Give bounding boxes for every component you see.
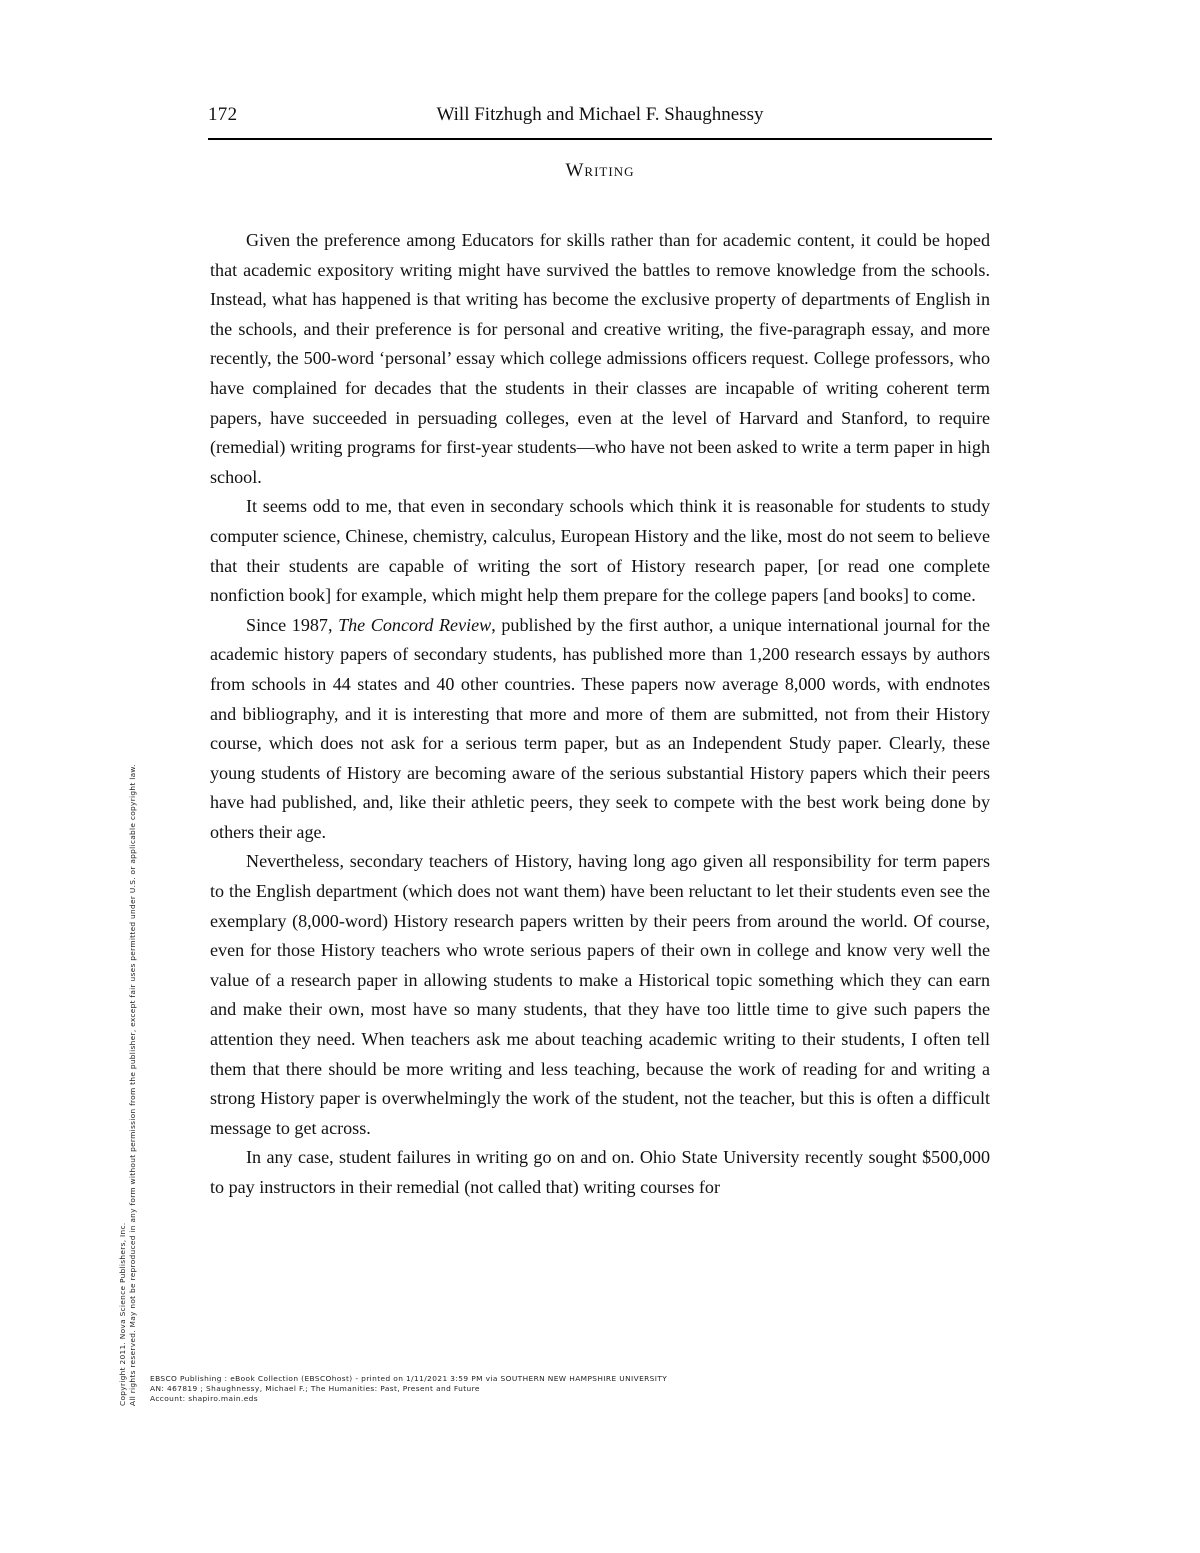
copyright-notice (118, 456, 138, 1406)
ebsco-footer (150, 1374, 870, 1404)
copyright-line-1: Copyright 2011. Nova Science Publishers, Inc. (118, 1222, 127, 1406)
page-header (208, 100, 992, 140)
paragraph-1: Given the preference among Educators for skills rather than for academic content, it could be hoped that academic expository writing might have survived the battles to remove knowledge from the schools. Instead, what has happened is that writing has become the exclusive property of departments of English in the schools, and their preference is for personal and creative writing, the five-paragraph essay, and more recently, the 500-word ‘personal’ essay which college admissions officers request. College professors, who have complained for decades that the students in their classes are incapable of writing coherent term papers, have succeeded in persuading colleges, even at the level of Harvard and Stanford, to require (remedial) writing programs for first-year students—who have not been asked to write a term paper in high school. (210, 230, 990, 487)
footer-line-3: Account: shapiro.main.eds (150, 1394, 259, 1403)
footer-line-1: EBSCO Publishing : eBook Collection (EBSCOhost) - printed on 1/11/2021 3:59 PM via SOUTHERN NEW HAMPSHIRE UNIVERSITY (150, 1374, 668, 1383)
body-text (210, 226, 990, 1203)
paragraph-3-rest: , published by the first author, a unique international journal for the academic history papers of secondary students, has published more than 1,200 research essays by authors from schools in 44 states and 40 other countries. These papers now average 8,000 words, with endnotes and bibliography, and it is interesting that more and more of them are submitted, not from their History course, which does not ask for a serious term paper, but as an Independent Study paper. Clearly, these young students of History are becoming aware of the serious substantial History papers which their peers have had published, and, like their athletic peers, they seek to compete with the best work being done by others their age. (210, 614, 990, 842)
paragraph-2: It seems odd to me, that even in secondary schools which think it is reasonable for students to study computer science, Chinese, chemistry, calculus, European History and the like, most do not seem to believe that their students are capable of writing the sort of History research paper, [or read one complete nonfiction book] for example, which might help them prepare for the college papers [and books] to come. (210, 496, 990, 606)
paragraph-3 (210, 611, 990, 848)
paragraph-4: Nevertheless, secondary teachers of History, having long ago given all responsibility for term papers to the English department (which does not want them) have been reluctant to let their students even see the exemplary (8,000-word) History research papers written by their peers from around the world. Of course, even for those History teachers who wrote serious papers of their own in college and know very well the value of a research paper in allowing students to make a Historical topic something which they can earn and make their own, most have so many students, that they have too little time to give such papers the attention they need. When teachers ask me about teaching academic writing to their students, I often tell them that there should be more writing and less teaching, because the work of reading for and writing a strong History paper is overwhelmingly the work of the student, not the teacher, but this is often a difficult message to get across. (210, 851, 990, 1138)
running-head: Will Fitzhugh and Michael F. Shaughnessy (436, 104, 764, 125)
journal-title: The Concord Review (338, 614, 492, 635)
section-title: Writing (565, 160, 635, 181)
paragraph-3-lead: Since 1987, (246, 614, 339, 635)
paragraph-5: In any case, student failures in writing go on and on. Ohio State University recently sought $500,000 to pay instructors in their remedial (not called that) writing courses for (210, 1147, 990, 1197)
page-number: 172 (208, 104, 238, 125)
footer-line-2: AN: 467819 ; Shaughnessy, Michael F.; The Humanities: Past, Present and Future (150, 1384, 480, 1393)
copyright-line-2: All rights reserved. May not be reproduced in any form without permission from the publisher, except fair uses permitted under U.S. or applicable copyright law. (128, 764, 137, 1406)
